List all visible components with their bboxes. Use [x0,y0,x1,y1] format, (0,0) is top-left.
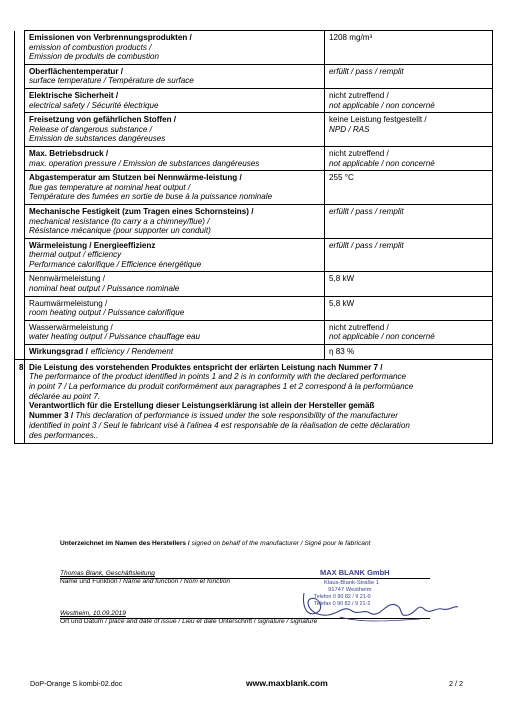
property-label-line: Emission de substances dangéreuses [29,134,166,144]
property-value-line: 5,8 kW [329,298,355,308]
property-label-line: Max. Betriebsdruck / [29,148,109,158]
property-value-cell [325,64,493,88]
footer-website[interactable]: www.maxblank.com [246,678,328,688]
row-number-cell [15,272,25,296]
property-value-cell [325,171,493,205]
property-value-line: NPD / RAS [329,124,370,134]
property-value-line: erfüllt / pass / remplit [329,206,404,216]
property-label-line: Freisetzung von gefährlichen Stoffen / [29,115,177,125]
property-value-line: nicht zutreffend / [329,90,389,100]
property-label-line: water heating output / Puissance chauffage eau [29,332,200,342]
row-number-cell [15,238,25,272]
property-label-line: Nennwärmeleistung / [29,274,106,284]
property-value-line: η 83 % [329,347,355,357]
property-label-line: Wasserwärmeleistung / [29,322,113,332]
section-8-bold-text: Verantwortlich für die Erstellung dieser Leistungserklärung ist allein der Hersteller gemäß [29,401,375,411]
section-8-bold-text: Die Leistung des vorstehenden Produktes entspricht der erlärten Leistung nach Nummer 7 / [29,362,383,372]
property-label-line: Mechanische Festigkeit (zum Tragen eines Schornsteins) / [29,206,254,216]
row-number-cell [15,345,25,360]
property-value-cell [325,146,493,170]
property-label-line: thermal output / efficiency [29,250,122,260]
property-row [15,272,493,296]
section-8-line [29,421,488,431]
property-label-cell [25,272,325,296]
property-value-line: 1208 mg/m³ [329,33,373,42]
section-8-line [29,382,488,392]
section-8-italic-text: identified in point 3 / Seul le fabricant visé à l'alinea 4 est responsable de la réalisation de cette déclaration [29,420,410,430]
place-date-label: Ort und Datum / place and date of issue / Lieu et date Unterschrift / signature / signature [60,618,318,625]
property-row [15,171,493,205]
property-value-line: nicht zutreffend / [329,148,389,158]
property-row [15,296,493,320]
property-value-cell [325,238,493,272]
property-row [15,345,493,360]
section-8-line [29,431,488,441]
property-label-cell [25,31,325,65]
row-number-cell [15,146,25,170]
property-label-line: Performance calorifique / Efficience énergétique [29,259,202,269]
property-row [15,113,493,147]
section-8-line [29,363,488,373]
section-8-line [29,411,488,421]
property-label-line: Emission de produits de combustion [29,52,160,62]
row-number-cell [15,31,25,65]
property-value-cell [325,320,493,344]
property-label-line: Elektrische Sicherheit / [29,90,119,100]
section-number: 8 [15,359,25,444]
property-value-cell [325,204,493,238]
property-label-line: surface temperature / Température de surface [29,76,194,86]
section-8-line [29,401,488,411]
row-number-cell [15,171,25,205]
property-value-line: 5,8 kW [329,274,355,284]
property-label-line: Release of dangerous substance / [29,124,152,134]
property-row [15,146,493,170]
property-label-line: Raumwärmeleistung / [29,298,108,308]
properties-table [14,30,493,444]
property-label-line: emission of combustion products / [29,42,152,52]
property-label-line: Wärmeleistung / Energieeffizienz [29,240,156,250]
property-label-line: Résistance mécanique (pour supporter un conduit) [29,226,211,236]
stamp-line: Telefon 0 90 82 / 9 21-0 [314,594,371,600]
property-value-line: erfüllt / pass / remplit [329,240,404,250]
property-label-cell [25,238,325,272]
property-label-cell [25,146,325,170]
property-label-cell [25,64,325,88]
property-value-cell [325,296,493,320]
signed-on-behalf-header: Unterzeichnet im Namen des Herstellers / signed on behalf of the manufacturer / Signé pour le fabricant [60,540,371,547]
property-value-line: not applicable / non concerné [329,158,435,168]
row-number-cell [15,296,25,320]
property-label-cell [25,171,325,205]
name-function-label: Name und Funktion / Name and function / Nom et fonction [60,578,231,585]
section-8-bold-text: Nummer 3 / [29,411,76,421]
property-row [15,238,493,272]
property-label-line: mechanical resistance (to carry a a chimney/flue) / [29,216,210,226]
property-label-line: flue gas temperature at nominal heat output / [29,182,191,192]
property-value-line: not applicable / non concerné [329,100,435,110]
footer-page-number: 2 / 2 [449,679,463,688]
property-label-line: Wirkungsgrad / [29,347,88,357]
property-label-line: Température des fumées en sortie de buse à la puissance nominale [29,192,273,202]
section-8-italic-text: This declaration of performance is issued under the sole responsibility of the manufacturer [75,411,398,421]
property-value-line: not applicable / non concerné [329,332,435,342]
row-number-cell [15,320,25,344]
section-8-text [25,359,493,444]
property-row [15,320,493,344]
property-value-line: 255 °C [329,173,354,183]
property-label-line: max. operation pressure / Emission de substances dangéreuses [29,158,260,168]
property-label-line: Oberflächentemperatur / [29,66,124,76]
property-label-cell [25,204,325,238]
property-label-line: Abgastemperatur am Stutzen bei Nennwärme-leistung / [29,173,242,183]
property-label-line: Emissionen von Verbrennungsprodukten / [29,33,192,42]
property-label-line: nominal heat output / Puissance nominale [29,284,180,294]
row-number-cell [15,88,25,112]
section-8-line [29,392,488,402]
property-label-cell [25,320,325,344]
property-row [15,31,493,65]
property-value-cell [325,345,493,360]
property-label-cell [25,345,325,360]
stamp-line: 91747 Westheim [328,587,372,593]
row-number-cell [15,204,25,238]
property-value-line: erfüllt / pass / remplit [329,66,404,76]
property-value-cell [325,31,493,65]
property-label-line: efficiency / Rendement [90,347,174,357]
signature-underline-stroke [340,617,420,621]
section-8-row [15,359,493,444]
property-label-cell [25,88,325,112]
stamp-company: MAX BLANK GmbH [320,568,390,577]
stamp-line: Klaus-Blank-Straße 1 [324,580,380,586]
property-value-cell [325,88,493,112]
company-stamp-and-signature [300,565,460,627]
property-row [15,88,493,112]
property-label-line: room heating output / Puissance calorifique [29,308,185,318]
section-8-line [29,372,488,382]
signatory-name: Thomas Blank, Geschäftsleitung [60,570,155,577]
property-label-line: electrical safety / Sécurité électrique [29,100,159,110]
property-value-line: keine Leistung festgestellt / [329,115,427,125]
property-value-line: nicht zutreffend / [329,322,389,332]
footer-filename: DoP-Orange S kombi-02.doc [30,679,123,688]
property-row [15,204,493,238]
place-date-value: Westheim, 10.09.2019 [60,610,126,617]
section-8-italic-text: The performance of the product identified in points 1 and 2 is in conformity with the declared performance [29,372,407,382]
stamp-line: Telefax 0 90 82 / 9 21-2 [314,601,371,607]
section-8-italic-text: des performances.. [29,430,99,440]
row-number-cell [15,64,25,88]
section-8-italic-text: in point 7 / La performance du produit conformément aux paragraphes 1 et 2 correspond à la performùance [29,382,414,392]
property-value-cell [325,272,493,296]
property-label-cell [25,113,325,147]
property-value-cell [325,113,493,147]
section-8-italic-text: déclarée au point 7. [29,391,101,401]
property-label-cell [25,296,325,320]
row-number-cell [15,113,25,147]
property-row [15,64,493,88]
